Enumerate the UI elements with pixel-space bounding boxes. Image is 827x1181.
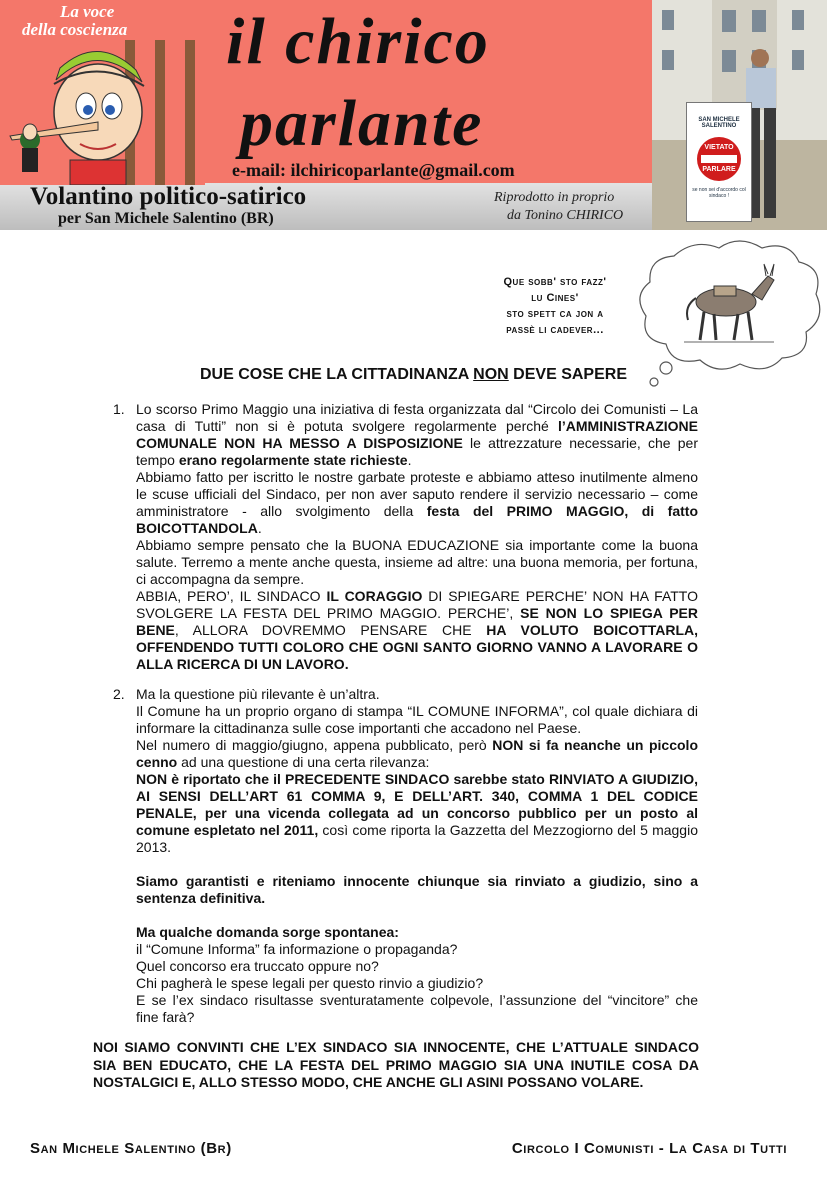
- conclusion-paragraph: NOI SIAMO CONVINTI CHE L’EX SINDACO SIA INNOCENTE, CHE L’ATTUALE SINDACO SIA BEN EDUCATO, CHE LA FESTA DEL PRIMO MAGGIO SIA UNA INUTILE COSA DA NOSTALGICI E, ALLO STESSO MODO, CHE ANCHE GLI ASINI POSSANO VOLARE.: [93, 1039, 699, 1090]
- item-2-text: Nel numero di maggio/giugno, appena pubblicato, però: [136, 737, 493, 753]
- item-2-body: [136, 686, 698, 1026]
- title-text-underlined: NON: [473, 366, 509, 383]
- item-2-paragraph-4: [136, 771, 698, 856]
- item-2-paragraph-5: [136, 873, 698, 907]
- item-1-text: , ALLORA DOVREMMO PENSARE CHE: [174, 622, 487, 638]
- bubble-line-1: Que sobb' sto fazz': [503, 276, 607, 288]
- sign-bottom-text: PARLARE: [702, 166, 736, 173]
- item-2-bold-text: NON è riportato che il PRECEDENTE SINDACO sarebbe stato RINVIATO A GIUDIZIO, AI SENSI DELL’ART 61 COMMA 9, E DELL’ART. 340, COMMA 1 DEL CODICE PENALE, per una vicenda collegata ad un concorso pubblico per un posto al comune espletato nel 2011,: [136, 771, 698, 838]
- protest-photo: [652, 0, 827, 230]
- item-1-text: .: [407, 452, 412, 468]
- bubble-line-3: sto spett ca jon a: [506, 308, 604, 320]
- masthead-title-line-2: parlante: [240, 87, 484, 160]
- item-1-body: [136, 401, 698, 673]
- question-2: Quel concorso era truccato oppure no?: [136, 958, 379, 974]
- tagline-line-2: della coscienza: [22, 20, 128, 39]
- item-1-bold-text: IL CORAGGIO: [326, 588, 423, 604]
- item-2-number: 2.: [113, 686, 125, 702]
- item-1-paragraph-2: [136, 469, 698, 537]
- pinocchio-illustration: [0, 40, 205, 185]
- publication-type: Volantino politico-satirico: [30, 183, 307, 210]
- item-1-bold-text: erano regolarmente state richieste: [178, 452, 408, 468]
- item-1-text: le attrezzature necessarie, che per tempo: [136, 435, 698, 468]
- sign-top-text: VIETATO: [704, 144, 734, 151]
- item-1-bold-text: HA VOLUTO BOICOTTARLA, OFFENDENDO TUTTI COLORO CHE OGNI SANTO GIORNO VANNO A LAVORARE O ALLA RICERCA DI UN LAVORO.: [136, 622, 698, 672]
- question-3: Chi pagherà le spese legali per questo rinvio a giudizio?: [136, 975, 484, 991]
- item-2-bold-text: Siamo garantisti e riteniamo innocente chiunque sia rinviato a giudizio, sino a sentenza definitiva.: [136, 873, 698, 906]
- title-text-after: DEVE SAPERE: [508, 366, 627, 383]
- bubble-quote: [455, 274, 655, 338]
- item-1-text: DI SPIEGARE PERCHE’ NON HA FATTO SVOLGERE LA FESTA DEL PRIMO MAGGIO. PERCHE’,: [136, 588, 698, 621]
- item-2-paragraph-3: [136, 737, 698, 771]
- item-1-number: 1.: [113, 401, 125, 417]
- item-1-text: Abbiamo fatto per iscritto le nostre garbate proteste e abbiamo atteso inutilmente almeno le scuse ufficiali del Sindaco, per non aver saputo rendere il servizio necessario – come amministratore - allo svolgimento della: [136, 469, 698, 519]
- sign-title: SAN MICHELE SALENTINO: [698, 117, 740, 129]
- protest-sign: [686, 102, 752, 222]
- item-1-bold-text: l’AMMINISTRAZIONE COMUNALE NON HA MESSO A DISPOSIZIONE: [136, 418, 698, 451]
- item-1-text: Lo scorso Primo Maggio una iniziativa di festa organizzata dal “Circolo dei Comunisti – La casa di Tutti” non si è potuta svolgere regolarmente perché: [136, 401, 698, 434]
- item-1-paragraph-1: [136, 401, 698, 469]
- item-1-bold-text: festa del PRIMO MAGGIO, di fatto BOICOTTANDOLA: [136, 503, 699, 536]
- sign-bar: [701, 155, 737, 163]
- masthead-banner: [0, 0, 827, 230]
- bubble-line-4: passè li cadever...: [506, 324, 604, 336]
- item-2-paragraph-2: Il Comune ha un proprio organo di stampa “IL COMUNE INFORMA”, col quale dichiara di informare la cittadinanza sulle cose importanti che accadono nel Paese.: [136, 703, 698, 736]
- masthead-title-line-1: il chirico: [226, 5, 490, 78]
- item-1-paragraph-3: Abbiamo sempre pensato che la BUONA EDUCAZIONE sia importante come la buona salute. Terremo a mente anche questa, insieme ad altre: una buona memoria, per fortuna, ci accompagna da sempre.: [136, 537, 698, 587]
- sign-footnote: se non sei d'accordo col sindaco !: [692, 187, 746, 199]
- item-1-text: ABBIA, PERO’, IL SINDACO: [136, 588, 327, 604]
- item-2-bold-text: NON si fa neanche un piccolo cenno: [136, 737, 698, 770]
- question-4: E se l’ex sindaco risultasse sventuratamente colpevole, l’assunzione del “vincitore” che fine farà?: [136, 992, 698, 1025]
- publication-locality: per San Michele Salentino (BR): [58, 210, 274, 227]
- item-1-paragraph-4: [136, 588, 698, 673]
- reproduction-note-line-2: da Tonino CHIRICO: [507, 208, 624, 223]
- tagline-line-1: La voce: [60, 2, 115, 21]
- question-1: il “Comune Informa” fa informazione o propaganda?: [136, 941, 458, 957]
- reproduction-note-line-1: Riprodotto in proprio: [494, 190, 615, 205]
- item-2-paragraph-6: [136, 924, 698, 941]
- item-2-text: ad una questione di una certa rilevanza:: [177, 754, 430, 770]
- no-entry-icon: [697, 137, 741, 181]
- item-2-bold-text: Ma qualche domanda sorge spontanea:: [136, 924, 399, 940]
- title-text-before: DUE COSE CHE LA CITTADINANZA: [199, 366, 474, 383]
- bubble-line-2: lu Cines': [531, 292, 579, 304]
- footer-organization: Circolo I Comunisti - La Casa di Tutti: [511, 1140, 787, 1157]
- item-2-paragraph-1: Ma la questione più rilevante è un’altra.: [136, 686, 380, 702]
- document-title: [0, 366, 827, 384]
- item-1-bold-text: SE NON LO SPIEGA PER BENE: [136, 605, 698, 638]
- email-address: e-mail: ilchiricoparlante@gmail.com: [232, 160, 515, 180]
- footer-locality: San Michele Salentino (Br): [30, 1140, 232, 1157]
- item-2-text: così come riporta la Gazzetta del Mezzogiorno del 5 maggio 2013.: [136, 822, 698, 855]
- item-1-text: .: [257, 520, 262, 536]
